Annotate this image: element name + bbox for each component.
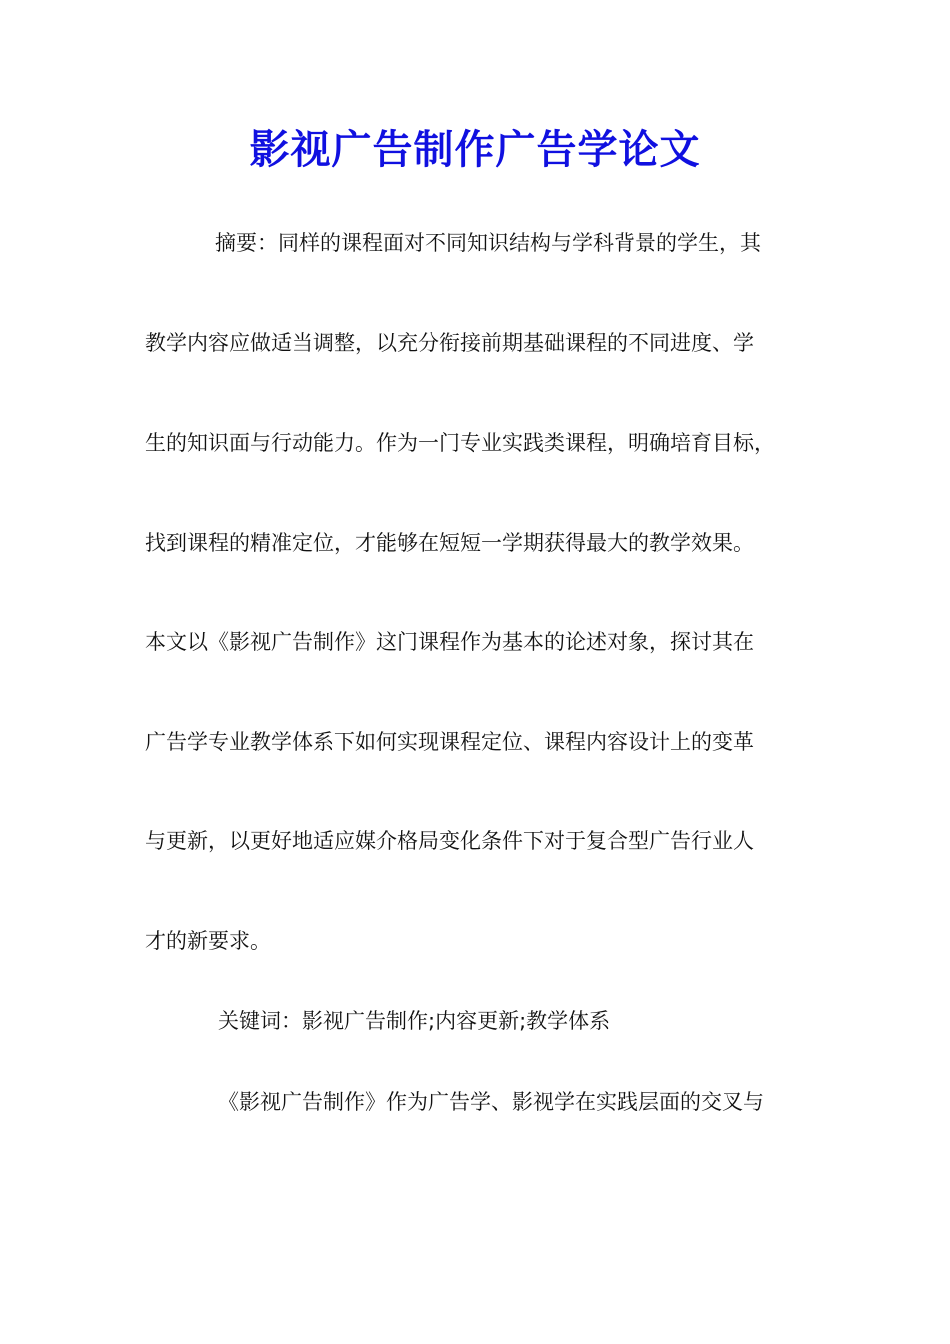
abstract-line-4: 找到课程的精准定位，才能够在短短一学期获得最大的教学效果。 xyxy=(145,531,754,555)
abstract-line-8: 才的新要求。 xyxy=(145,929,271,953)
document-title: 影视广告制作广告学论文 xyxy=(249,126,701,173)
abstract-line-1: 摘要：同样的课程面对不同知识结构与学科背景的学生，其 xyxy=(215,231,761,255)
abstract-line-6: 广告学专业教学体系下如何实现课程定位、课程内容设计上的变革 xyxy=(145,730,754,754)
body-first-line: 《影视广告制作》作为广告学、影视学在实践层面的交叉与 xyxy=(218,1090,764,1114)
abstract-line-5: 本文以《影视广告制作》这门课程作为基本的论述对象，探讨其在 xyxy=(145,630,754,654)
abstract-line-3: 生的知识面与行动能力。作为一门专业实践类课程，明确培育目标， xyxy=(145,431,775,455)
abstract-line-2: 教学内容应做适当调整，以充分衔接前期基础课程的不同进度、学 xyxy=(145,331,754,355)
abstract-line-7: 与更新，以更好地适应媒介格局变化条件下对于复合型广告行业人 xyxy=(145,829,754,853)
keywords-line: 关键词：影视广告制作;内容更新;教学体系 xyxy=(218,1009,611,1033)
